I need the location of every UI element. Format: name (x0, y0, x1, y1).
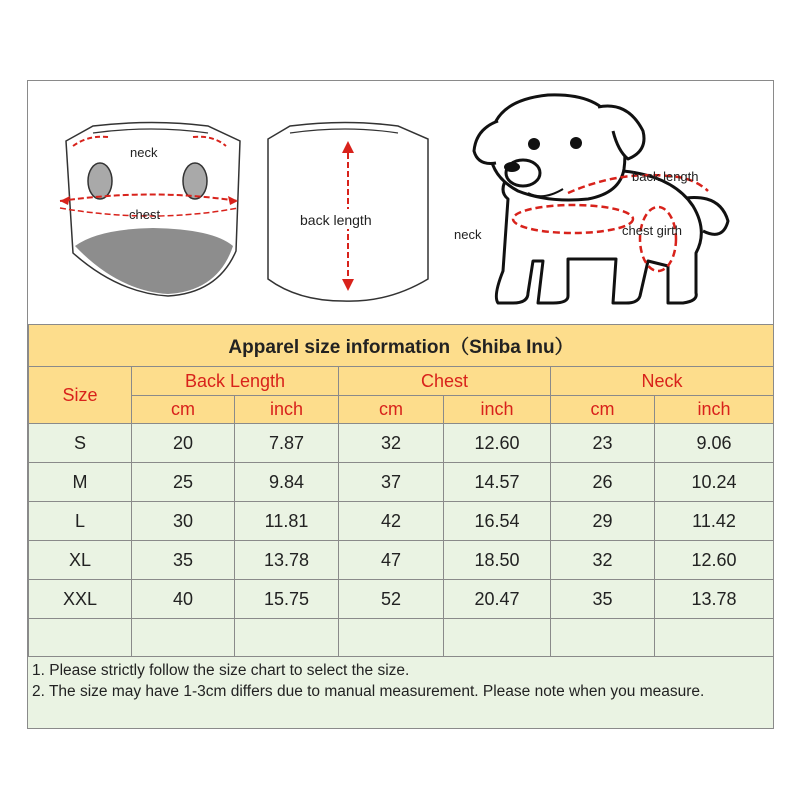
table-cell: 15.75 (235, 580, 339, 619)
table-cell: 52 (339, 580, 444, 619)
table-row (29, 463, 774, 502)
table-cell: 20 (132, 424, 235, 463)
table-cell: 12.60 (444, 424, 551, 463)
table-cell: 9.06 (655, 424, 774, 463)
garment-front-image (60, 123, 240, 297)
neck-header: Neck (551, 367, 774, 396)
table-row (29, 424, 774, 463)
dog-back-length-label: back length (632, 169, 699, 184)
unit-header: inch (655, 396, 774, 424)
table-row (29, 502, 774, 541)
table-cell: 13.78 (655, 580, 774, 619)
unit-header: inch (235, 396, 339, 424)
table-cell: 32 (551, 541, 655, 580)
unit-header-row (29, 396, 774, 424)
size-chart-sheet (27, 80, 774, 729)
table-row (29, 580, 774, 619)
table-cell: 7.87 (235, 424, 339, 463)
table-cell: 35 (551, 580, 655, 619)
table-cell: 29 (551, 502, 655, 541)
table-title-row (29, 325, 774, 367)
table-cell: 16.54 (444, 502, 551, 541)
illustration-svg (28, 81, 773, 324)
table-cell: 26 (551, 463, 655, 502)
size-header: Size (29, 367, 132, 424)
size-notes (28, 656, 773, 728)
table-title: Apparel size information（Shiba Inu） (29, 325, 774, 367)
table-cell: 42 (339, 502, 444, 541)
garment-back-image (268, 123, 428, 302)
table-cell: 23 (551, 424, 655, 463)
dog-chest-girth-label: chest girth (622, 223, 682, 238)
measurement-illustration (28, 81, 773, 325)
size-table (28, 324, 774, 658)
table-cell: 20.47 (444, 580, 551, 619)
unit-header: cm (551, 396, 655, 424)
table-cell: 10.24 (655, 463, 774, 502)
note-line: 1. Please strictly follow the size chart to select the size. (32, 662, 410, 679)
table-cell: 11.42 (655, 502, 774, 541)
table-cell: 18.50 (444, 541, 551, 580)
table-cell: 9.84 (235, 463, 339, 502)
table-cell: 12.60 (655, 541, 774, 580)
empty-table-row (29, 619, 774, 658)
table-cell: 30 (132, 502, 235, 541)
table-row (29, 541, 774, 580)
table-cell: 25 (132, 463, 235, 502)
table-cell: 13.78 (235, 541, 339, 580)
chest-header: Chest (339, 367, 551, 396)
size-cell: XXL (29, 580, 132, 619)
table-cell: 11.81 (235, 502, 339, 541)
size-cell: S (29, 424, 132, 463)
front-chest-label: chest (129, 207, 161, 222)
back-length-label: back length (300, 212, 372, 228)
dog-image (474, 95, 728, 303)
front-neck-label: neck (130, 145, 158, 160)
table-cell: 47 (339, 541, 444, 580)
table-cell: 35 (132, 541, 235, 580)
unit-header: inch (444, 396, 551, 424)
table-cell: 32 (339, 424, 444, 463)
size-cell: XL (29, 541, 132, 580)
size-cell: L (29, 502, 132, 541)
unit-header: cm (132, 396, 235, 424)
note-line: 2. The size may have 1-3cm differs due to manual measurement. Please note when you measure. (32, 683, 705, 700)
unit-header: cm (339, 396, 444, 424)
dog-neck-label: neck (454, 227, 482, 242)
table-cell: 14.57 (444, 463, 551, 502)
table-cell: 40 (132, 580, 235, 619)
table-header-row (29, 367, 774, 396)
back-length-header: Back Length (132, 367, 339, 396)
table-cell: 37 (339, 463, 444, 502)
size-cell: M (29, 463, 132, 502)
